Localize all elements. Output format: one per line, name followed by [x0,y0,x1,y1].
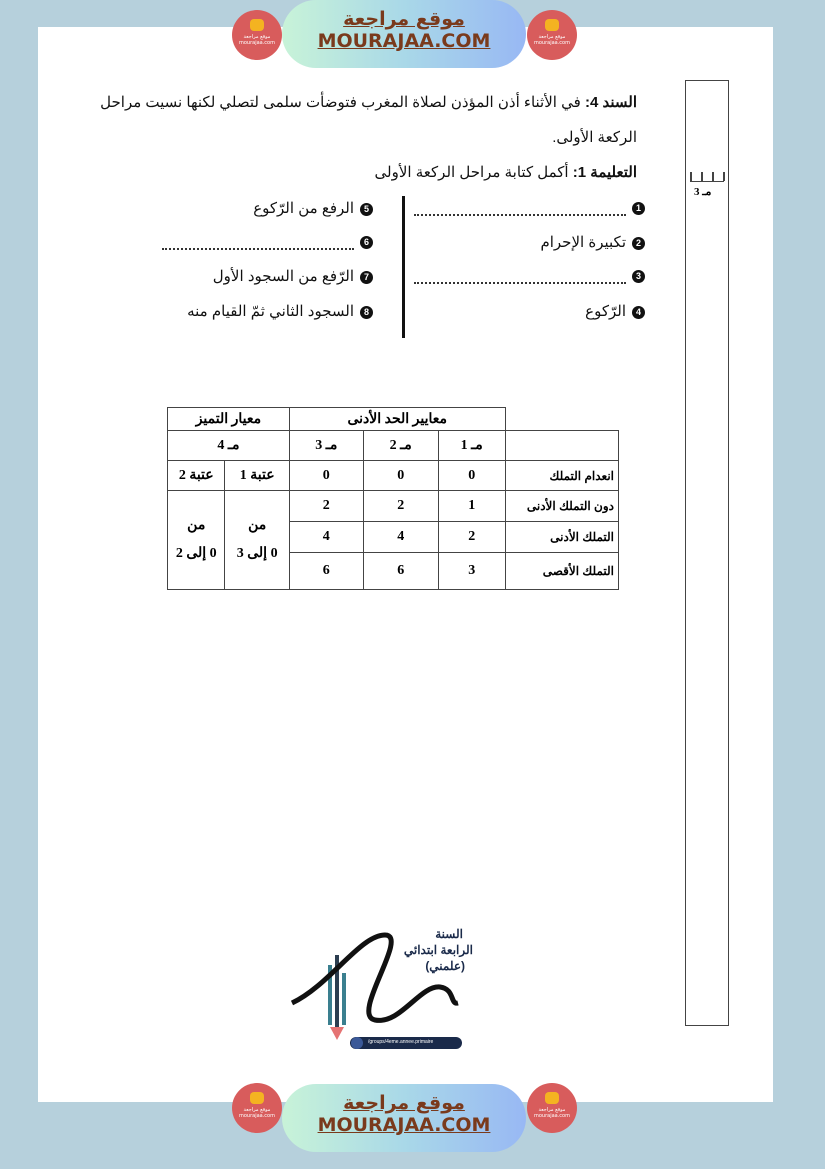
step-4: 4الرّكوع [585,302,645,320]
step-6: 6 [162,233,373,250]
step-8: 8السجود الثاني ثمّ القيام منه [187,302,373,320]
step-3: 3 [414,267,645,284]
header-m3: مـ 3 [289,431,363,461]
answer-blank[interactable] [162,236,354,250]
site-badge-right-bottom[interactable]: موقع مراجعة mourajaa.com [527,1083,577,1133]
sanad-line2: الركعة الأولى. [552,129,637,146]
facebook-group-link[interactable]: /groups/4eme.annee.primaire [368,1039,434,1045]
grading-margin [685,80,729,1026]
instruction: التعليمة 1: أكمل كتابة مراحل الركعة الأولى [374,164,637,181]
logo-icon [545,19,559,31]
banner-arabic: موقع مراجعة [343,8,465,30]
step-2: 2تكبيرة الإحرام [540,233,645,251]
header-empty [505,431,618,461]
threshold-2: عتبة 2 [168,461,225,491]
table-row: التملك الأدنى 2 4 4 [168,522,619,553]
banner-arabic: موقع مراجعة [343,1092,465,1114]
threshold-1-range: من 0 إلى 3 [225,491,289,590]
sanad-line1: السند 4: في الأثناء أذن المؤذن لصلاة المغرب فتوضأت سلمى لتصلي لكنها نسيت مراحل [100,94,637,111]
banner-english: MOURAJAA.COM [317,1114,491,1136]
threshold-2-range: من 0 إلى 2 [168,491,225,590]
table-row: دون التملك الأدنى 1 2 2 من 0 إلى 3 من 0 إلى 2 [168,491,619,522]
step-5: 5الرفع من الرّكوع [253,199,373,217]
answer-blank[interactable] [414,270,626,284]
answer-blank[interactable] [414,202,626,216]
step-1: 1 [414,199,645,216]
divider [402,196,405,338]
site-banner-bottom[interactable] [282,1084,526,1152]
site-badge-left[interactable]: موقع مراجعة mourajaa.com [232,10,282,60]
logo-icon [250,19,264,31]
header-m4: مـ 4 [168,431,290,461]
header-m2: مـ 2 [363,431,438,461]
header-min-criteria: معايير الحد الأدنى [289,408,505,431]
site-banner-top[interactable] [282,0,526,68]
table-row: التملك الأقصى 3 6 6 [168,553,619,590]
header-m1: مـ 1 [438,431,505,461]
threshold-1: عتبة 1 [225,461,289,491]
margin-criterion: مـ 3 [694,186,712,198]
school-logo: السنة الرابعة ابتدائي (علمني) /groups/4eme.annee.primaire [290,925,475,1055]
score-ticks [690,172,724,182]
criteria-table [167,407,619,590]
step-7: 7الرّفع من السجود الأول [213,267,373,285]
table-row: انعدام التملك 0 0 0 عتبة 1 عتبة 2 [168,461,619,491]
banner-english: MOURAJAA.COM [317,30,491,52]
logo-icon [545,1092,559,1104]
header-excellence: معيار التميز [168,408,290,431]
site-badge-left-bottom[interactable]: موقع مراجعة mourajaa.com [232,1083,282,1133]
site-badge-right[interactable]: موقع مراجعة mourajaa.com [527,10,577,60]
logo-icon [250,1092,264,1104]
